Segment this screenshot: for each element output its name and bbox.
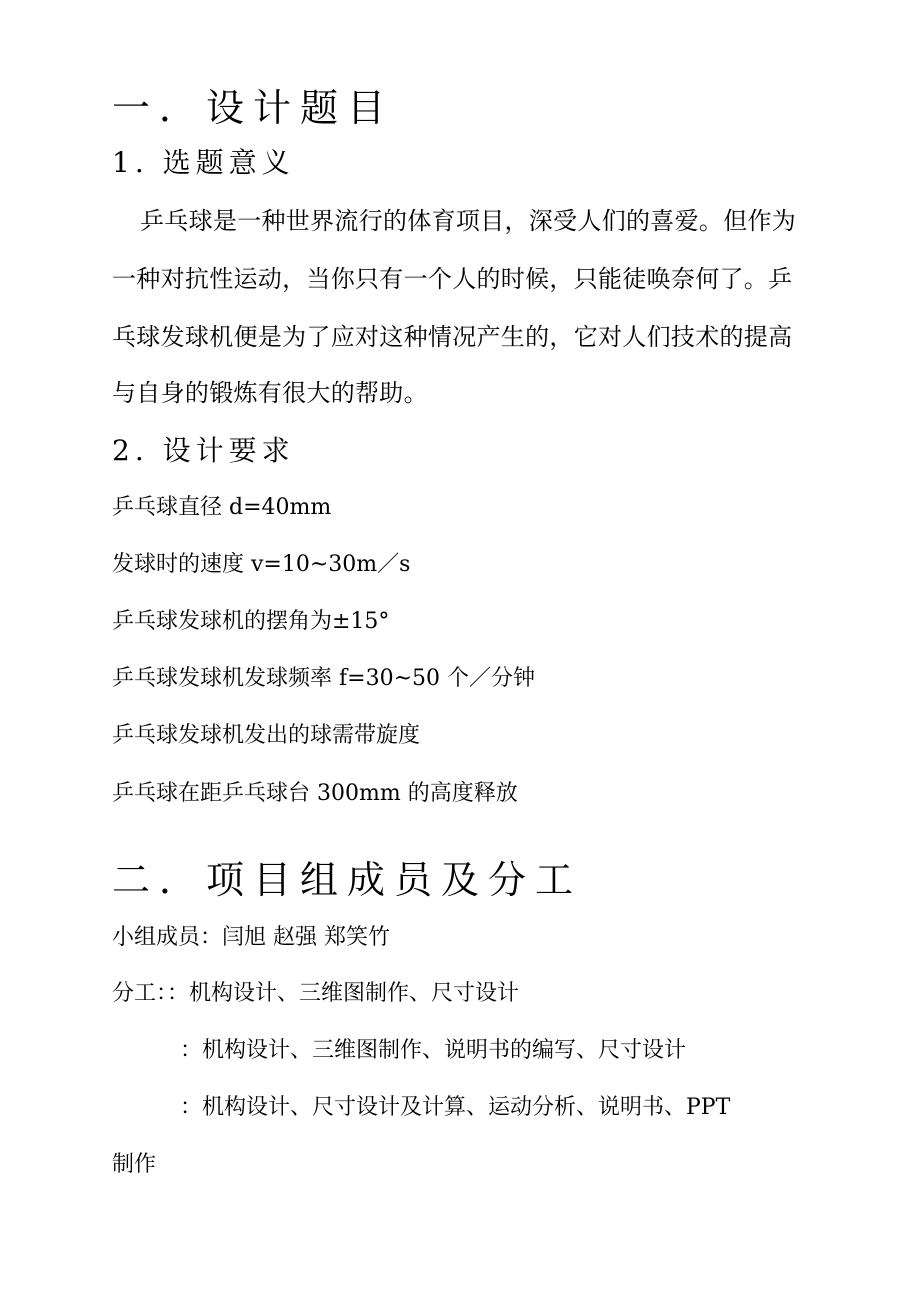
subsection-1-heading: 1. 选题意义: [112, 146, 295, 179]
division-line: ：机构设计、尺寸设计及计算、运动分析、说明书、PPT: [180, 1095, 731, 1120]
requirement-item: 乒乓球发球机发球频率 f=30~50 个／分钟: [112, 666, 535, 691]
division-line: 分工：：机构设计、三维图制作、尺寸设计: [112, 981, 520, 1006]
requirement-item: 乒乓球直径 d=40mm: [112, 495, 332, 520]
requirement-item: 乒乓球在距乒乓球台 300mm 的高度释放: [112, 781, 518, 806]
requirement-item: 发球时的速度 v=10~30m／s: [112, 552, 411, 577]
section-2-heading: 二．项目组成员及分工: [112, 858, 583, 902]
requirement-item: 乒乓球发球机的摆角为±15°: [112, 609, 390, 634]
requirement-item: 乒乓球发球机发出的球需带旋度: [112, 723, 421, 748]
paragraph-line: 一种对抗性运动，当你只有一个人的时候，只能徒唤奈何了。乒: [112, 265, 793, 293]
paragraph-line: 与自身的锻炼有很大的帮助。: [112, 379, 428, 407]
section-1-heading: 一．设计题目: [112, 86, 395, 130]
paragraph-line: 乒乓球是一种世界流行的体育项目，深受人们的喜爱。但作为: [140, 207, 797, 235]
team-members: 小组成员：闫旭 赵强 郑笑竹: [112, 925, 390, 950]
paragraph-line: 乓球发球机便是为了应对这种情况产生的，它对人们技术的提高: [112, 323, 793, 351]
division-line: 制作: [112, 1152, 157, 1177]
subsection-2-heading: 2. 设计要求: [112, 434, 295, 467]
division-line: ：机构设计、三维图制作、说明书的编写、尺寸设计: [180, 1038, 687, 1063]
